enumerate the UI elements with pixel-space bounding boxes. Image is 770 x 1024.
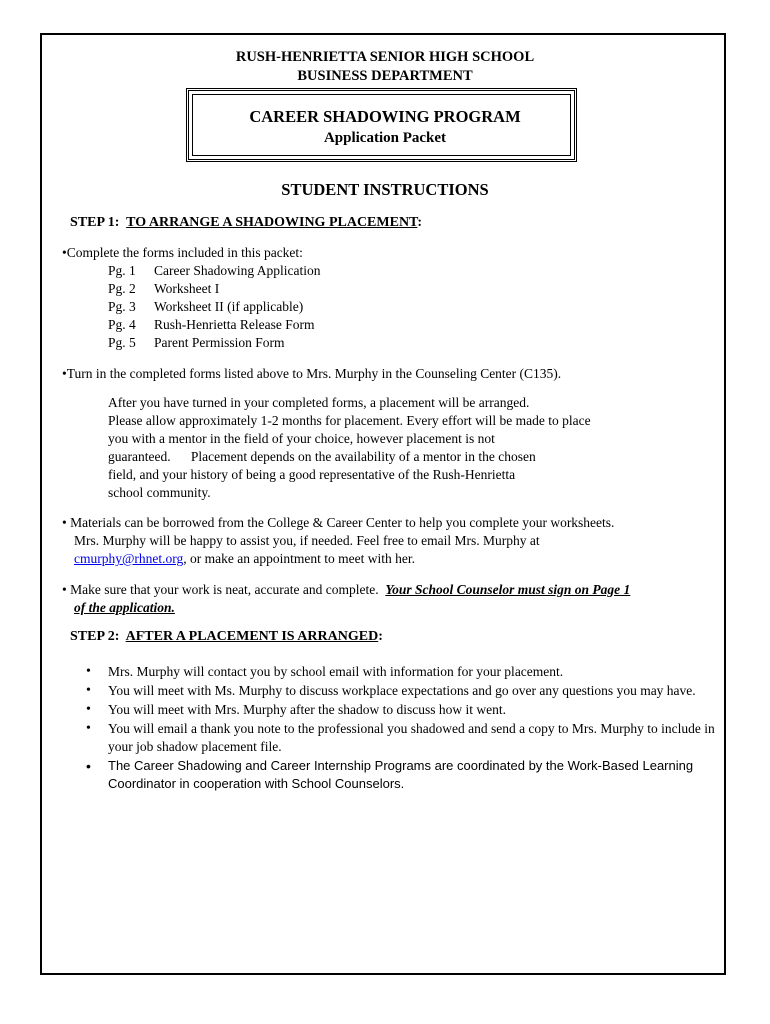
form-list-item: Pg. 2 Worksheet I bbox=[108, 281, 220, 296]
turn-in-instruction: •Turn in the completed forms listed above to Mrs. Murphy in the Counseling Center (C135). bbox=[62, 366, 562, 381]
forms-intro: •Complete the forms included in this packet: bbox=[62, 245, 303, 260]
step1-title: TO ARRANGE A SHADOWING PLACEMENT bbox=[126, 215, 418, 230]
form-list-item: Pg. 3 Worksheet II (if applicable) bbox=[108, 299, 304, 314]
page-border bbox=[40, 33, 726, 975]
step2-suffix: : bbox=[378, 629, 383, 644]
list-item: • You will email a thank you note to the professional you shadowed and send a copy to Mrs. Murphy to include in your job shadow placement file. bbox=[86, 720, 716, 756]
form-list-item: Pg. 5 Parent Permission Form bbox=[108, 335, 285, 350]
program-subtitle: Application Packet bbox=[323, 130, 447, 146]
placement-text-line: field, and your history of being a good representative of the Rush-Henrietta bbox=[108, 467, 516, 482]
placement-text-line: you with a mentor in the field of your choice, however placement is not bbox=[108, 431, 495, 446]
step2-prefix: STEP 2: bbox=[70, 629, 120, 644]
placement-text-line: After you have turned in your completed forms, a placement will be arranged. bbox=[108, 395, 530, 410]
neat-work-line bbox=[62, 581, 630, 599]
placement-text-line: school community. bbox=[108, 485, 211, 500]
form-list-item: Pg. 1 Career Shadowing Application bbox=[108, 263, 321, 278]
step1-heading bbox=[70, 214, 422, 232]
list-item: • Mrs. Murphy will contact you by school email with information for your placement. bbox=[86, 663, 716, 681]
step2-bullet-list bbox=[86, 663, 716, 794]
email-link[interactable]: cmurphy@rhnet.org bbox=[74, 551, 184, 566]
school-name: RUSH-HENRIETTA SENIOR HIGH SCHOOL bbox=[235, 49, 535, 65]
form-list-item: Pg. 4 Rush-Henrietta Release Form bbox=[108, 317, 315, 332]
instructions-heading: STUDENT INSTRUCTIONS bbox=[281, 180, 489, 199]
materials-line-3-rest: , or make an appointment to meet with her. bbox=[183, 551, 415, 566]
materials-line-1: • Materials can be borrowed from the College & Career Center to help you complete your worksheets. bbox=[62, 515, 615, 530]
materials-line-3 bbox=[74, 550, 415, 568]
step2-heading bbox=[70, 628, 383, 646]
placement-text-line: Please allow approximately 1-2 months for placement. Every effort will be made to place bbox=[108, 413, 591, 428]
step1-suffix: : bbox=[417, 215, 423, 230]
list-item: • The Career Shadowing and Career Internship Programs are coordinated by the Work-Based Learning Coordinator in cooperation with School Counselors. bbox=[86, 757, 716, 793]
counselor-sign-note: Your School Counselor must sign on Page 1 bbox=[385, 582, 631, 597]
neat-work-text: • Make sure that your work is neat, accurate and complete. bbox=[62, 582, 386, 597]
step2-title: AFTER A PLACEMENT IS ARRANGED bbox=[125, 629, 379, 644]
step1-prefix: STEP 1: bbox=[70, 215, 120, 230]
counselor-sign-note-cont: of the application. bbox=[74, 600, 175, 615]
program-title: CAREER SHADOWING PROGRAM bbox=[249, 107, 521, 126]
materials-line-2: Mrs. Murphy will be happy to assist you, if needed. Feel free to email Mrs. Murphy at bbox=[74, 533, 540, 548]
list-item: • You will meet with Mrs. Murphy after the shadow to discuss how it went. bbox=[86, 701, 716, 719]
list-item: • You will meet with Ms. Murphy to discuss workplace expectations and go over any questions you may have. bbox=[86, 682, 716, 700]
department-name: BUSINESS DEPARTMENT bbox=[297, 68, 473, 84]
placement-text-line: guaranteed. Placement depends on the availability of a mentor in the chosen bbox=[108, 449, 536, 464]
